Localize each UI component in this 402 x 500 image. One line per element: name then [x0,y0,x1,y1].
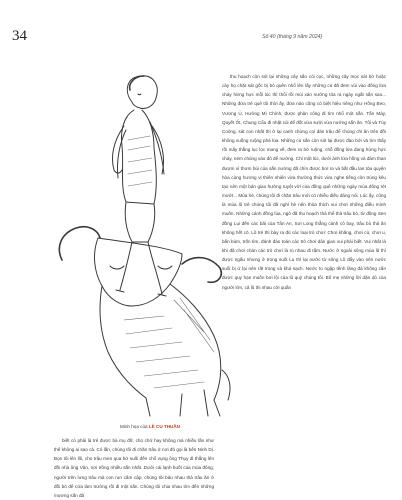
issue-label: Số 40 (tháng 9 năm 2024) [262,34,323,40]
article-body-left-column: biết có phải là trẻ được bà mụ đỡ, cho chớ hay không mà nhiều lần như thế không ai sao cả. Có lần, chúng tôi đi chăn trâu ở nơi đó gọi là bến Ninh Dị. Bọn tôi lên lối, cho trâu men qua bờ suối đến chổ vụng ông Thụy đi thẳng lên đồi nhà ông Vân, nơi trồng nhiều sắn nhất. Dưới cái lạnh buốt của mùa đông, người trên lưng trâu mà con run cầm cập, chúng tôi bảo nhau thả trâu ăn ở đồi bỏ để cửa làm trường rồi đi một sắn. Chúng tôi chia nhau tìm đến những mương sắn đã [54,438,214,498]
illustration-boy-on-buffalo [54,70,234,418]
caption-artist: LÊ CU THUẦN [148,424,180,429]
page-number: 34 [12,28,27,44]
article-body-right-column: thu hoạch còn sót lại những cây sắn còi cọc, những cây mọc sát bờ hoặc cây họ chặt sát gốc bị bỏ quên nhổ lên lấy những củ đã đem vùi vào đống lửa cháy hừng hực mỗi lúc thì thổi rồi múi xán nướng tỏa ra ngày ngất sắn sao... Những đứa trẻ quê tôi thời ấy, đứa nào cũng có biệt hiệu riêng như Hồng Beo, Vương Ủ, Hường Mì Chính, được phân công đi tìm nhổ mót sắn. Tấn Mày, Quyết Ốt, Chung Cẩu đi nhặt củi để đốt vừa sưởi vừa nướng sắn ăn. Tôi và Tùy Coòng, sát con nhất thì ở lại canh chừng coi đàn trâu để chúng chỉ ăn trên đồi không xuống ruộng phá lúa. Những củ sắn còn sót lại được đào bới và tìm thấy rồi mấy thằng lục lọc mang về, đem ra bờ ruộng, chỗ đống lửa đang hừng hực cháy, ném chúng vào đó để nướng. Chỉ một lúc, dưới ánh lửa hồng và đám than đượm vì thơm bùi của sắn nướng đã chín được bơi ra và bắt đầu lan tỏa quyện hòa cùng hương vị thiên nhiên vừa thường thức vừa nghe tiếng còn trùng kêu tạo nên một bản giao hưởng tuyệt vời của đồng quê những ngày mùa đông rét mướt... Mùa hè, chúng tôi đi chăn trâu mới có nhiều điều đáng nói. Lúc ấy, cũng là mùa lũ trẻ chúng tôi đã nghỉ hè nên thỏa thích vui chơi những điều mình muốn. Những cánh đồng lúa, ngô đã thu hoạch thả thể thả trâu bò, từ đồng Sen đồng Lụi đến các bãi của Tân An, Sơi Long thẳng cánh cò bay, trâu bò thả ăn không hết cỏ. Lũ trẻ thì bày ra đủ các loại trò chơi: Chơi khăng, chơi cù, chơi u, bắn bùm, trốn tìm, đánh đáo toán các trò chơi dân gian vui phải biết. Vui nhất là khi đã chơi chán các trò chơi là rủ nhau đi tắm. Nước ở ngoài sông mùa lũ thì được ngấu nhưng ở trong suối Lu thì lại nước từ sông Lô đẩy vào nên nước suối bị ứ lại nên rất trong và khá sạch. Nước to ngập tênh lăng đá không cần được quy hạn muốn bơi lội của lũ quỷ chúng tôi. Bố mẹ những lời dặn dò của người lớn, cả lũ thi nhau cởi quần [222,74,386,290]
buffalo-sketch-image [54,70,234,418]
illustration-caption [120,424,180,429]
caption-prefix: Minh họa của [120,424,149,429]
